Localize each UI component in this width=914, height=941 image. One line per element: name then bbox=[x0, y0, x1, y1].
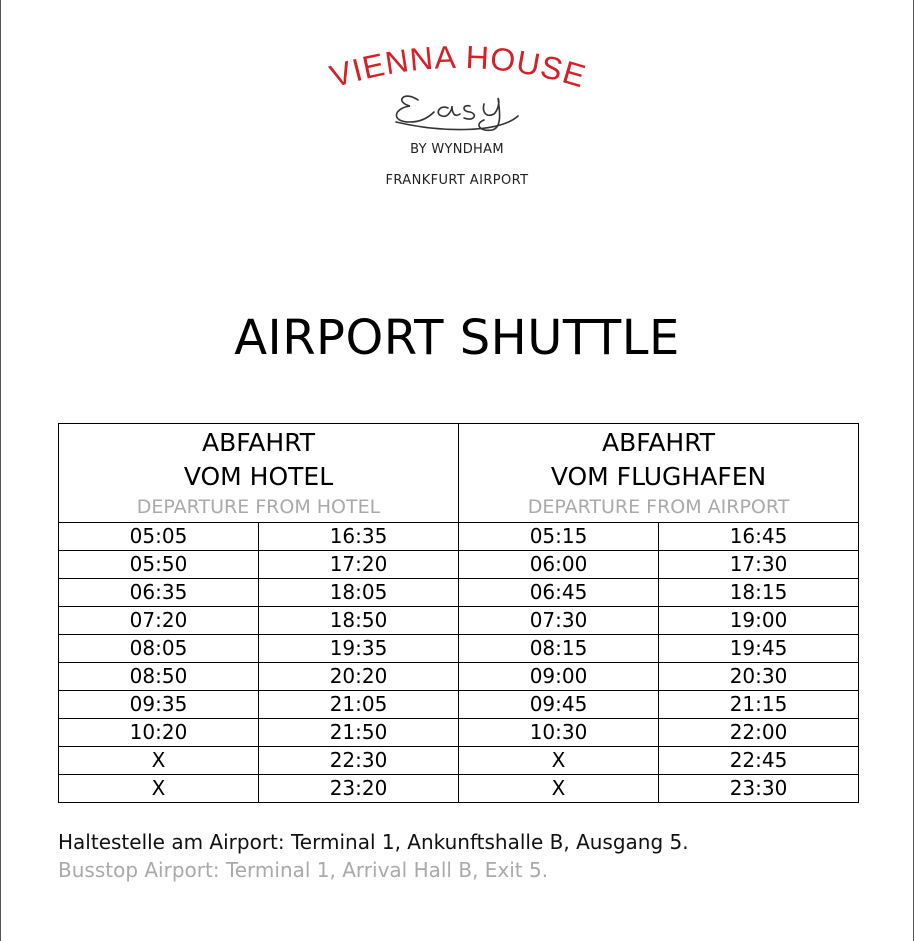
time-cell: X bbox=[459, 747, 659, 775]
table-row bbox=[59, 663, 859, 691]
shuttle-timetable bbox=[58, 423, 859, 803]
time-cell: 21:05 bbox=[259, 691, 459, 719]
time-cell: 22:45 bbox=[659, 747, 859, 775]
time-cell: 22:30 bbox=[259, 747, 459, 775]
time-cell: 16:45 bbox=[659, 523, 859, 551]
time-cell: 21:50 bbox=[259, 719, 459, 747]
time-cell: 19:45 bbox=[659, 635, 859, 663]
table-row bbox=[59, 719, 859, 747]
bus-stop-note-de: Haltestelle am Airport: Terminal 1, Ankunftshalle B, Ausgang 5. bbox=[58, 830, 689, 854]
vienna-house-easy-logo-mark bbox=[298, 40, 618, 140]
hotel-logo bbox=[1, 40, 913, 200]
header-from-hotel bbox=[59, 424, 459, 523]
table-row bbox=[59, 579, 859, 607]
hotel-location: FRANKFURT AIRPORT bbox=[385, 173, 529, 188]
table-row bbox=[59, 775, 859, 803]
time-cell: 09:45 bbox=[459, 691, 659, 719]
time-cell: 20:20 bbox=[259, 663, 459, 691]
header-from-airport-en: DEPARTURE FROM AIRPORT bbox=[527, 496, 790, 518]
table-row bbox=[59, 523, 859, 551]
table-row bbox=[59, 607, 859, 635]
time-cell: X bbox=[459, 775, 659, 803]
time-cell: 18:05 bbox=[259, 579, 459, 607]
brand-name: VIENNA HOUSE bbox=[325, 38, 591, 95]
header-from-hotel-de-line1: ABFAHRT bbox=[201, 428, 316, 457]
time-cell: 08:50 bbox=[59, 663, 259, 691]
time-cell: 05:15 bbox=[459, 523, 659, 551]
bus-stop-note-en: Busstop Airport: Terminal 1, Arrival Hall B, Exit 5. bbox=[58, 858, 549, 882]
header-from-hotel-en: DEPARTURE FROM HOTEL bbox=[136, 496, 381, 518]
time-cell: 05:50 bbox=[59, 551, 259, 579]
time-cell: 07:30 bbox=[459, 607, 659, 635]
page-title: AIRPORT SHUTTLE bbox=[234, 310, 680, 366]
time-cell: 10:20 bbox=[59, 719, 259, 747]
time-cell: 22:00 bbox=[659, 719, 859, 747]
header-from-airport-de-line1: ABFAHRT bbox=[601, 428, 716, 457]
time-cell: 18:50 bbox=[259, 607, 459, 635]
time-cell: 06:45 bbox=[459, 579, 659, 607]
time-cell: 23:30 bbox=[659, 775, 859, 803]
time-cell: 08:15 bbox=[459, 635, 659, 663]
header-from-airport bbox=[459, 424, 859, 523]
time-cell: 19:00 bbox=[659, 607, 859, 635]
time-cell: 09:35 bbox=[59, 691, 259, 719]
time-cell: 23:20 bbox=[259, 775, 459, 803]
time-cell: 20:30 bbox=[659, 663, 859, 691]
time-cell: 09:00 bbox=[459, 663, 659, 691]
time-cell: X bbox=[59, 747, 259, 775]
time-cell: 16:35 bbox=[259, 523, 459, 551]
brand-byline: BY WYNDHAM bbox=[410, 142, 504, 157]
time-cell: 17:30 bbox=[659, 551, 859, 579]
time-cell: 06:00 bbox=[459, 551, 659, 579]
time-cell: 17:20 bbox=[259, 551, 459, 579]
time-cell: 08:05 bbox=[59, 635, 259, 663]
time-cell: X bbox=[59, 775, 259, 803]
table-row bbox=[59, 551, 859, 579]
time-cell: 07:20 bbox=[59, 607, 259, 635]
time-cell: 05:05 bbox=[59, 523, 259, 551]
header-from-airport-de-line2: VOM FLUGHAFEN bbox=[550, 462, 767, 491]
time-cell: 19:35 bbox=[259, 635, 459, 663]
brand-script-wordmark bbox=[396, 96, 518, 130]
header-from-hotel-de-line2: VOM HOTEL bbox=[183, 462, 334, 491]
table-row bbox=[59, 691, 859, 719]
table-row bbox=[59, 635, 859, 663]
time-cell: 18:15 bbox=[659, 579, 859, 607]
time-cell: 21:15 bbox=[659, 691, 859, 719]
time-cell: 06:35 bbox=[59, 579, 259, 607]
time-cell: 10:30 bbox=[459, 719, 659, 747]
table-row bbox=[59, 747, 859, 775]
